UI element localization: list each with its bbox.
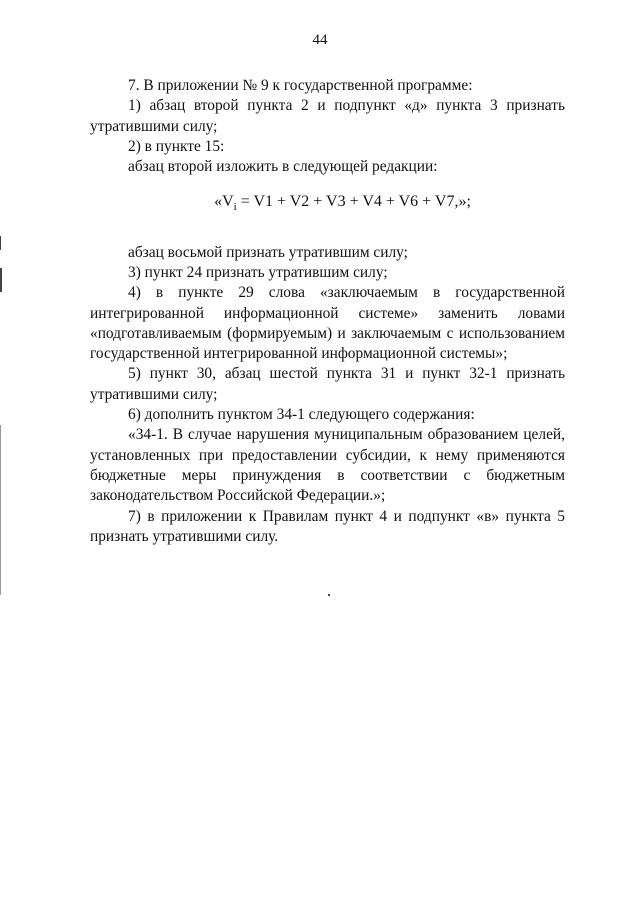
formula	[90, 177, 565, 242]
formula-rest: = V1 + V2 + V3 + V4 + V6 + V7,»;	[236, 193, 471, 211]
paragraph-second-abzac: абзац второй изложить в следующей редакции:	[128, 158, 438, 176]
formula-prefix: «V	[214, 193, 234, 211]
paragraph-subitem-3: 3) пункт 24 признать утратившим силу;	[128, 263, 388, 281]
paragraph-subitem-5: 5) пункт 30, абзац шестой пункта 31 и пункт 32-1 признать утратившими силу;	[90, 365, 565, 403]
scan-dot	[328, 594, 330, 596]
paragraph-subitem-7: 7) в приложении к Правилам пункт 4 и подпункт «в» пункта 5 признать утратившими силу.	[90, 507, 565, 545]
page-number: 44	[312, 32, 328, 48]
scan-edge-mark	[0, 425, 1, 595]
paragraph-subitem-4: 4) в пункте 29 слова «заключаемым в государственной интегрированной информационной системе» заменить ловами «подготавливаемым (формируемым) и заключаемым с использованием государственной интегрированной информационной системы»;	[90, 284, 565, 363]
formula-subscript: i	[233, 201, 237, 214]
paragraph-subitem-6: 6) дополнить пунктом 34-1 следующего содержания:	[128, 406, 475, 424]
scan-edge-mark	[0, 268, 2, 292]
paragraph-item-7: 7. В приложении № 9 к государственной программе:	[128, 77, 473, 94]
paragraph-subitem-1: 1) абзац второй пункта 2 и подпункт «д» пункта 3 признать утратившими силу;	[90, 97, 565, 135]
document-body	[90, 76, 565, 547]
paragraph-subitem-2: 2) в пункте 15:	[128, 137, 225, 155]
paragraph-eighth-abzac: абзац восьмой признать утратившим силу;	[128, 243, 408, 261]
paragraph-item-34-1: «34-1. В случае нарушения муниципальным образованием целей, установленных при предоставлении субсидии, к нему применяются бюджетные меры принуждения в соответствии с бюджетным законодательством Российской Федерации.»;	[90, 426, 565, 505]
scan-edge-mark	[0, 236, 1, 250]
